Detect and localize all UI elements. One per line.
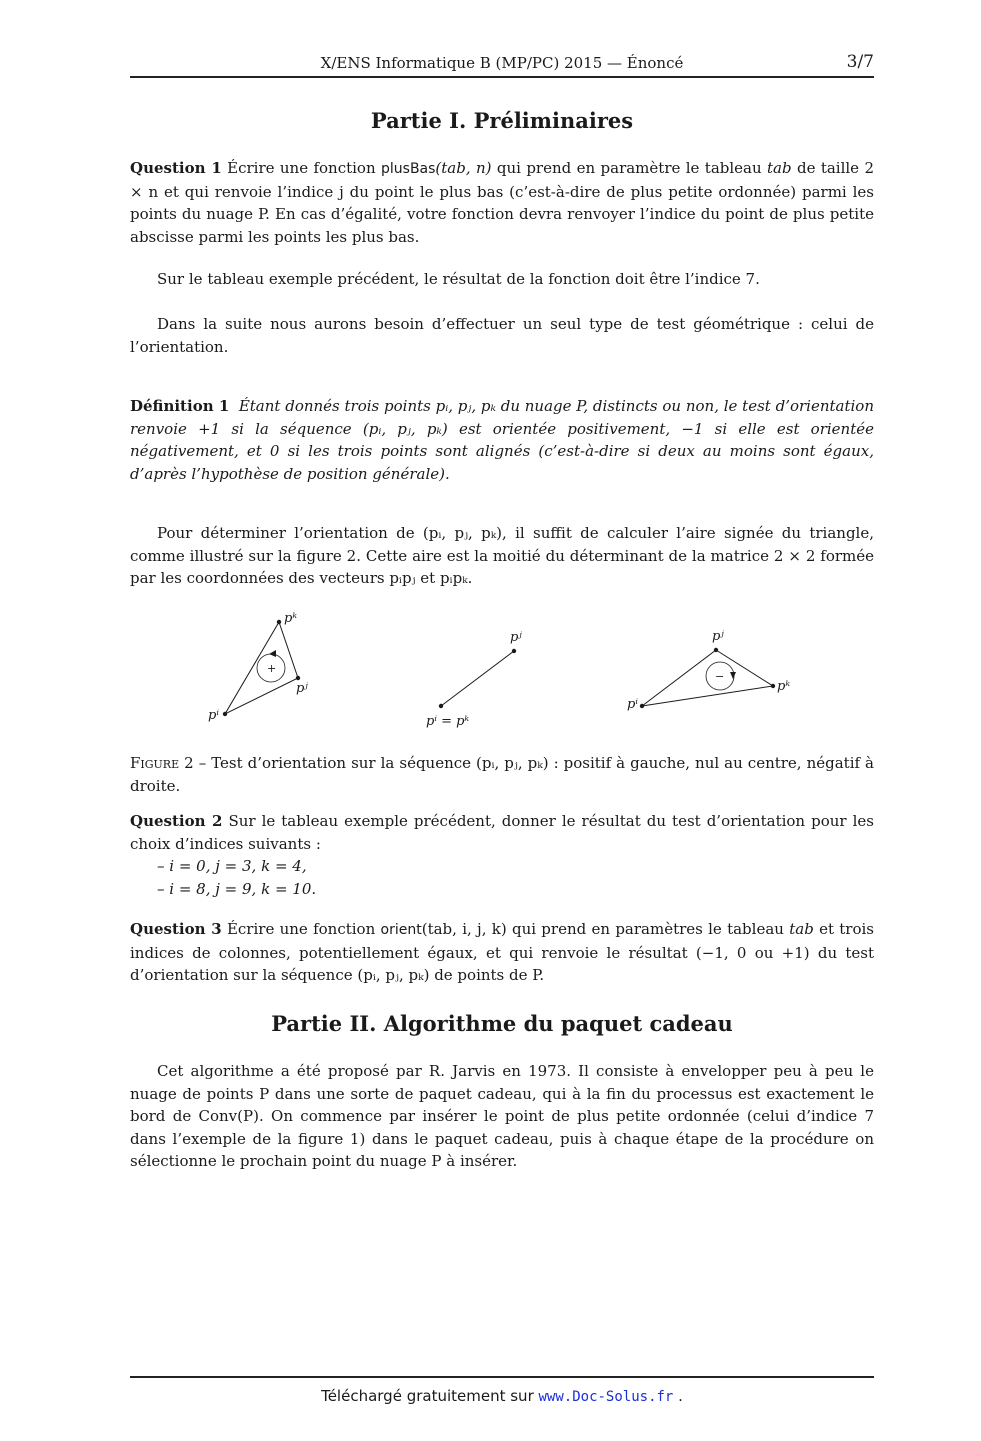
function-name-plusbas: plusBas (381, 161, 436, 177)
figure-2 (130, 598, 874, 740)
question-2-label: Question 2 (130, 812, 223, 830)
question-3-text-c: et trois indices de colonnes, potentiellement égaux, et qui renvoie le résultat (−1, 0 ou +1) du test d’orientation sur la séquence (pᵢ, pⱼ, pₖ) de points de P. (130, 920, 874, 984)
paragraph-orientation: Pour déterminer l’orientation de (pᵢ, pⱼ, pₖ), il suffit de calculer l’aire signée du triangle, comme illustré sur la figure 2. Cette aire est la moitié du déterminant de la matrice 2 × 2 formée par les coordonnées des vecteurs pᵢpⱼ et pᵢpₖ. (130, 524, 874, 587)
question-3-label: Question 3 (130, 920, 222, 938)
question-2-item-1: – i = 0, j = 3, k = 4, (157, 857, 307, 875)
plus-sign: + (267, 662, 277, 675)
arrow-ccw-icon (269, 650, 276, 657)
label-pj-right: pʲ (712, 629, 724, 644)
aligned-segment (426, 630, 522, 729)
definition-1 (130, 395, 874, 485)
question-1-text-c: de taille 2 × n et qui renvoie l’indice j du point le plus bas (c’est-à-dire de plus petite ordonnée) parmi les points du nuage P. En cas d’égalité, votre fonction devra renvoyer l’indice du point de plus petite abscisse parmi les points les plus bas. (130, 159, 874, 246)
header-title: X/ENS Informatique B (MP/PC) 2015 — Énoncé (320, 54, 684, 72)
point-pj-left (296, 676, 300, 680)
point-pk-right (771, 684, 775, 688)
question-1-label: Question 1 (130, 159, 222, 177)
figure-2-svg (130, 598, 874, 740)
paragraph-suite: Dans la suite nous aurons besoin d’effectuer un seul type de test géométrique : celui de l’orientation. (130, 315, 874, 356)
label-pj-center: pʲ (510, 630, 522, 645)
arrow-cw-icon (730, 672, 736, 679)
question-2-text: Sur le tableau exemple précédent, donner le résultat du test d’orientation pour les choix d’indices suivants : (130, 812, 874, 853)
question-3 (130, 918, 874, 987)
point-pk-left (277, 620, 281, 624)
negative-triangle (627, 629, 790, 712)
question-3-text-b: (tab, i, j, k) qui prend en paramètres le tableau (421, 920, 790, 938)
paragraph-jarvis: Cet algorithme a été proposé par R. Jarvis en 1973. Il consiste à envelopper peu à peu le nuage de points P dans une sorte de paquet cadeau, qui à la fin du processus est exactement le bord de Conv(P). On commence par insérer le point de plus petite ordonnée (celui d’indice 7 dans l’exemple de la figure 1) dans le paquet cadeau, puis à chaque étape de la procédure on sélectionne le prochain point du nuage P à insérer. (130, 1062, 874, 1170)
label-pi-eq-pk: pⁱ = pᵏ (426, 714, 470, 729)
figure-caption-label: Figure 2 (130, 754, 194, 772)
footer-link[interactable]: www.Doc-Solus.fr (538, 1389, 674, 1405)
paragraph-example: Sur le tableau exemple précédent, le résultat de la fonction doit être l’indice 7. (157, 270, 760, 288)
question-3-text-a: Écrire une fonction (221, 920, 381, 938)
label-pk-right: pᵏ (777, 679, 791, 694)
minus-sign: − (715, 670, 725, 683)
point-pj-center (512, 649, 516, 653)
point-pi-center (439, 704, 443, 708)
question-1-text-a: Écrire une fonction (221, 159, 381, 177)
label-pk-left: pᵏ (284, 611, 298, 626)
function-name-orient: orient (380, 922, 422, 938)
page-header (130, 54, 874, 78)
definition-1-text: Étant donnés trois points pᵢ, pⱼ, pₖ du nuage P, distincts ou non, le test d’orientation renvoie +1 si la séquence (pᵢ, pⱼ, pₖ) est orientée positivement, −1 si elle est orientée négativement, et 0 si les trois points sont alignés (c’est-à-dire si deux au moins sont égaux, d’après l’hypothèse de position générale). (130, 397, 874, 483)
footer-end: . (673, 1387, 683, 1405)
question-1-text-b: qui prend en paramètre le tableau (491, 159, 768, 177)
question-2-item-2: – i = 8, j = 9, k = 10. (157, 879, 317, 898)
page-footer (130, 1387, 874, 1405)
question-2 (130, 810, 874, 900)
label-pi-left: pⁱ (208, 708, 219, 723)
question-1 (130, 157, 874, 248)
footer-text: Téléchargé gratuitement sur (321, 1387, 539, 1405)
tab-word: tab (767, 159, 792, 177)
tab-word-q3: tab (789, 920, 814, 938)
part1-title: Partie I. Préliminaires (370, 108, 634, 133)
label-pj-left: pʲ (296, 681, 308, 696)
segment-center (441, 651, 514, 706)
positive-triangle (208, 611, 308, 723)
part2-title: Partie II. Algorithme du paquet cadeau (271, 1011, 733, 1036)
triangle-left (225, 622, 298, 714)
label-pi-right: pⁱ (627, 697, 638, 712)
definition-1-label: Définition 1 (130, 397, 230, 415)
point-pi-right (640, 704, 644, 708)
page-number: 3/7 (846, 52, 874, 72)
figure-2-caption (130, 752, 874, 797)
triangle-right (642, 650, 773, 706)
footer-rule (130, 1376, 874, 1378)
point-pj-right (714, 648, 718, 652)
figure-caption-text: – Test d’orientation sur la séquence (pᵢ, pⱼ, pₖ) : positif à gauche, nul au centre, négatif à droite. (130, 754, 874, 795)
function-args: (tab, n) (435, 159, 492, 177)
point-pi-left (223, 712, 227, 716)
